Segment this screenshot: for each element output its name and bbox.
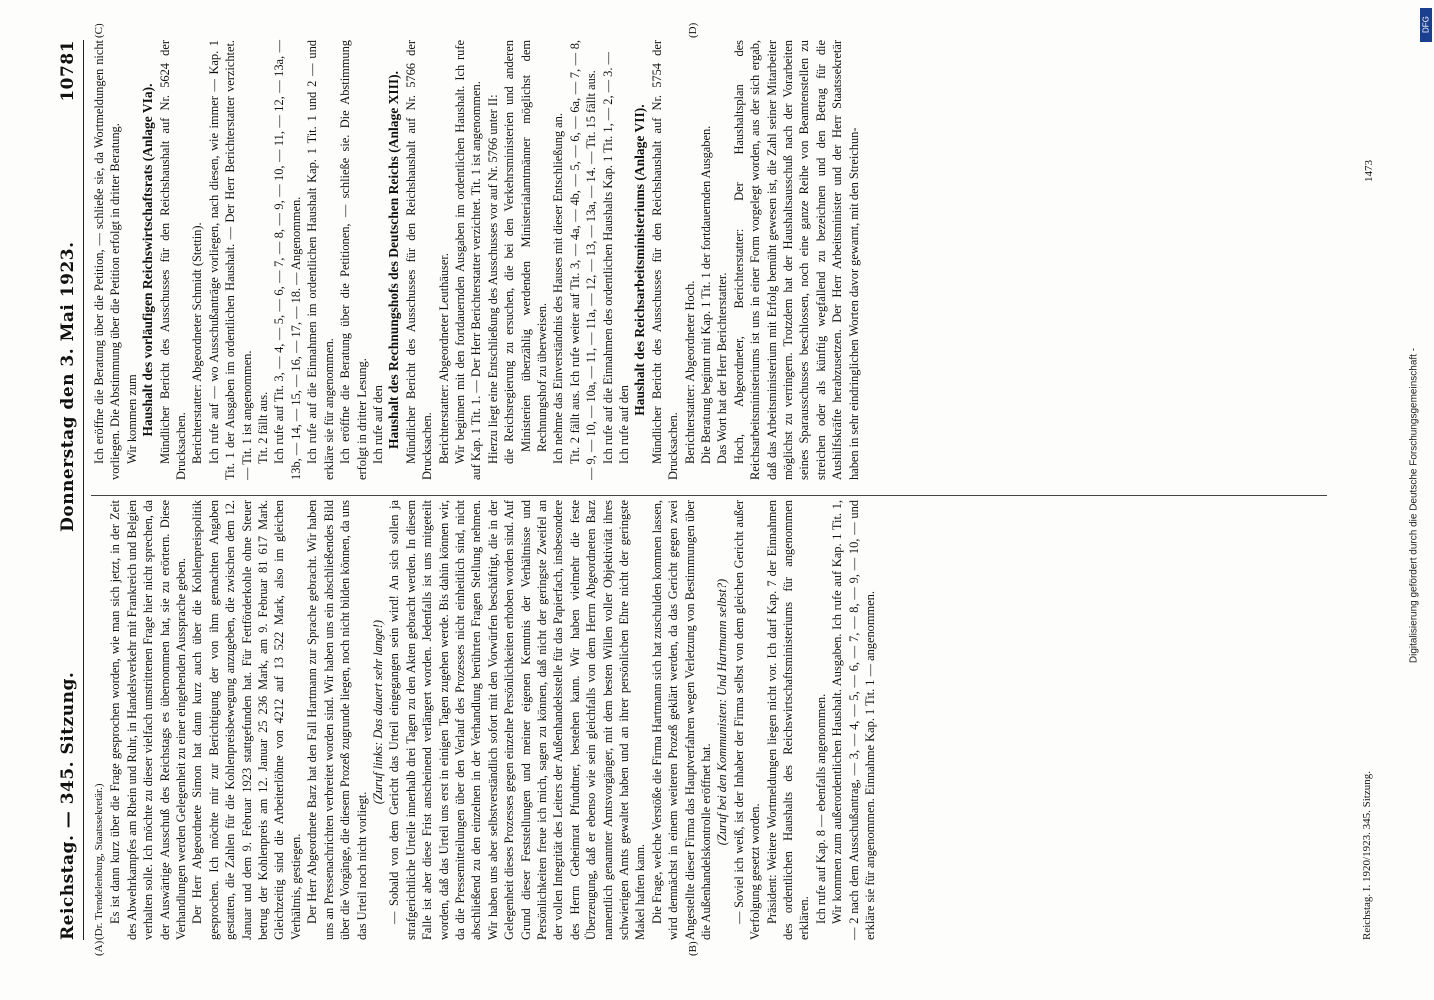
paragraph: Mündlicher Bericht des Ausschusses für den Reichshaushalt auf Nr. 5766 der Drucksachen.: [403, 40, 435, 480]
paragraph: Tit. 2 fällt aus.: [256, 391, 271, 464]
margin-mark-c: (C): [93, 23, 105, 38]
page-number: 10781: [58, 40, 78, 102]
paragraph: Berichterstatter: Abgeordneter Hoch.: [682, 280, 697, 464]
column-right: [91, 40, 862, 480]
paragraph: Wir kommen zum außerordentlichen Haushalt. Ausgaben. Ich rufe auf Kap. 1 Tit. 1, — 2 nach dem Ausschußantrag, — 3, — 4, — 5, — 6, — 7, — 8, — 9, — 10, — und erkläre sie für angenommen. Einnahme Kap. 1 Tit. 1 — angenommen.: [830, 500, 878, 940]
paragraph: Mündlicher Bericht des Ausschusses für den Reichshaushalt auf Nr. 5624 der Drucksachen.: [157, 40, 189, 480]
paragraph: Das Wort hat der Herr Berichterstatter.: [715, 272, 730, 464]
paragraph: Die Frage, welche Verstöße die Firma Hartmann sich hat zuschulden kommen lassen, wird demnächst in einem weiteren Prozeß geklärt werden, da das Gericht gegen zwei Angestellte dieser Firma das Hauptverfahren wegen Verletzung von Bestimmungen über die Außenhandelskontrolle eröffnet hat.: [649, 500, 714, 940]
paragraph: Ich rufe auf — wo Ausschußanträge vorliegen, nach diesen, wie immer — Kap. 1 Tit. 1 der Ausgaben im ordentlichen Haushalt. — Der Herr Berichterstatter verzichtet. — Tit. 1 ist angenommen.: [206, 40, 254, 480]
section-heading: Haushalt des Rechnungshofs des Deutschen Reichs (Anlage XIII).: [386, 70, 402, 450]
header-left: Reichstag. — 345. Sitzung.: [58, 671, 78, 940]
paragraph: Mündlicher Bericht des Ausschusses für den Reichshaushalt auf Nr. 5754 der Drucksachen.: [649, 40, 681, 480]
paragraph: Der Herr Abgeordnete Simon hat dann kurz auch über die Kohlenpreispolitik gesprochen. Ich möchte mir zur Berichtigung der von ihm gemachten Angaben gestatten, die Zahlen für die Kohlenpreisbewegung anzugeben, die zwischen dem 12. Januar und dem 9. Februar 1923 stattgefunden hat. Für Fettförderkohle ohne Steuer betrug der Kohlenpreis am 12. Januar 25 236 Mark, am 9. Februar 81 617 Mark. Gleichzeitig sind die Arbeiterlöhne von 4212 auf 13 522 Mark, also im gleichen Verhältnis, gestiegen.: [190, 500, 303, 940]
header-date: Donnerstag den 3. Mai 1923.: [58, 241, 78, 532]
margin-mark-a: (A): [93, 940, 105, 956]
paragraph: Ich nehme das Einverständnis des Hauses mit dieser Entschließung an.: [551, 113, 566, 464]
paragraph: Berichterstatter: Abgeordneter Leuthäuser.: [436, 253, 451, 464]
speaker-note: (Dr. Trendelenburg, Staatssekretär.): [93, 783, 105, 940]
paragraph: Ich rufe auf Tit. 3, — 4, — 5, — 6, — 7, — 8, — 9, — 10, — 11, — 12, — 13a, — 13b, — 14, — 15, — 16, — 17, — 18. — Angenommen.: [272, 40, 303, 480]
paragraph: Tit. 2 fällt aus. Ich rufe weiter auf Tit. 3, — 4a, — 4b, — 5, — 6, — 6a, — 7, — 8, — 9, — 10, — 10a, — 11, — 11a, — 12, — 13, — 13a, — 14. — Tit. 15 fällt aus.: [567, 40, 599, 480]
footer-left: Reichstag. I. 1920/1923. 345. Sitzung.: [1361, 771, 1373, 940]
section-heading: Haushalt des Reichsarbeitsministeriums (Anlage VII).: [632, 104, 648, 416]
dfg-logo: DFG: [1420, 8, 1432, 42]
running-header: [55, 40, 81, 940]
paragraph: Ich rufe auf den: [370, 385, 385, 464]
digitization-sidebar: [1408, 0, 1434, 1000]
rotated-page: [47, 20, 1387, 980]
paragraph: Hierzu liegt eine Entschließung des Ausschusses vor auf Nr. 5766 unter II:: [485, 94, 500, 464]
header-rule: [83, 40, 84, 940]
paragraph: Ich rufe auf die Einnahmen des ordentlichen Haushalts Kap. 1 Tit. 1, — 2, — 3. —: [600, 52, 615, 464]
column-left: [91, 500, 879, 940]
margin-mark-b: (B): [687, 941, 699, 956]
paragraph: Ich eröffne die Beratung über die Petitionen, — schließe sie. Die Abstimmung erfolgt in dritter Lesung.: [338, 40, 369, 480]
paragraph: Ich rufe auf Kap. 8 — ebenfalls angenommen.: [813, 693, 828, 924]
paragraph: Wir kommen zum: [124, 374, 139, 464]
paragraph: Ich eröffne die Beratung über die Petition, — schließe sie, da Wortmeldungen nicht vorliegen. Die Abstimmung über die Petition erfolgt in dritter Beratung.: [92, 40, 123, 480]
paragraph: Berichterstatter: Abgeordneter Schmidt (Stettin).: [190, 222, 205, 464]
section-heading: Haushalt des vorläufigen Reichswirtschaftsrats (Anlage VIa).: [140, 83, 156, 437]
paragraph: Ich rufe auf den: [617, 385, 631, 464]
paragraph: — Soviel ich weiß, ist der Inhaber der Firma selbst von dem gleichen Gericht außer Verfolgung gesetzt worden.: [731, 500, 763, 940]
interjection: (Zuruf links: Das dauert sehr lange!): [370, 619, 385, 805]
digitization-note: Digitalisierung gefördert durch die Deutsche Forschungsgemeinschaft -: [1408, 347, 1420, 664]
resolution-text: die Reichsregierung zu ersuchen, die bei den Verkehrsministerien und anderen Ministerien überzählig werdenden Ministerialamtmänner möglichst dem Rechnungshof zu überweisen.: [502, 40, 549, 464]
footer-sheet-number: 1473: [1363, 160, 1375, 182]
interjection: (Zuruf bei den Kommunisten: Und Hartmann selbst?): [715, 578, 730, 846]
column-divider: [91, 495, 1327, 496]
paragraph: Präsident: Weitere Wortmeldungen liegen nicht vor. Ich darf Kap. 7 der Einnahmen des ordentlichen Haushalts des Reichswirtschaftsministeriums für angenommen erklären.: [764, 500, 812, 940]
paragraph: Es ist dann kurz über die Frage gesprochen worden, wie man sich jetzt, in der Zeit des Abwehrkampfes am Rhein und Ruhr, in Handelsverkehr mit Frankreich und Belgien verhalten solle. Ich möchte zu dieser vielfach umstrittenen Frage hier nicht sprechen, da der Auswärtige Ausschuß des Reichstags es übernommen hat, sie zu erörtern. Diese Verhandlungen werden Gelegenheit zu einer eingehenden Aussprache geben.: [108, 500, 189, 940]
paragraph: Der Herr Abgeordnete Barz hat den Fall Hartmann zur Sprache gebracht. Wir haben uns an Pressenachrichten verbreitet worden sind. Wir haben uns ein abschließendes Bild über die Vorgänge, die diesem Prozeß zugrunde liegen, noch nicht bilden können, da uns das Urteil noch nicht vorliegt.: [305, 500, 369, 940]
paragraph: Hoch, Abgeordneter, Berichterstatter: Der Haushaltsplan des Reichsarbeitsministeriums ist uns in einer Form vorgelegt worden, aus der sich ergab, daß das Arbeitsministerium mit Erfolg bemüht gewesen ist, die Zahl seiner Mitarbeiter möglichst zu verringern. Trotzdem hat der Haushaltsausschuß nach der Vorarbeiten seines Sparausschusses beschlossen, noch eine ganze Reihe von Beamtenstellen zu streichen oder als künftig wegfallend zu bezeichnen und den Betrag für die Aushilfskräfte herabzusetzen. Der Herr Arbeitsminister und der Herr Staatssekretär haben in sehr eindringlichen Worten davor gewarnt, mit den Streichun-: [731, 40, 861, 480]
paragraph: — Sobald von dem Gericht das Urteil eingegangen sein wird! An sich sollen ja strafgerichtliche Urteile innerhalb drei Tagen zu den Akten gebracht werden. In diesem Falle ist aber diese Frist anscheinend verlängert worden. Jedenfalls ist uns mitgeteilt worden, daß das Urteil uns erst in einigen Tagen zugehen werde. Bis dahin können wir, da die Pressemitteilungen über den Verlauf des Prozesses nicht einheitlich sind, nicht abschließend zu den einzelnen in der Verhandlung berührten Fragen Stellung nehmen. Wir haben uns aber selbstverständlich sofort mit den Vorwürfen beschäftigt, die in der Gelegenheit dieses Prozesses gegen einzelne Persönlichkeiten erhoben worden sind. Auf Grund dieser Feststellungen und meiner eigenen Kenntnis der Verhältnisse und Persönlichkeiten freue ich mich, sagen zu können, daß nicht der geringste Zweifel an der vollen Integrität des Leiters der Außenhandelsstelle für das Papierfach, insbesondere des Herrn Geheimrat Pfundtner, bestehen kann. Wir haben vielmehr die feste Überzeugung, daß er ebenso wie sein gleichfalls von dem Herrn Abgeordneten Barz namentlich genannter Amtsvorgänger, mit dem besten Willen voller Objektivität ihres schwierigen Amts gewaltet haben und an ihrer persönlichen Ehre nicht der geringste Makel haften kann.: [387, 500, 648, 940]
paragraph: Ich rufe auf die Einnahmen im ordentlichen Haushalt Kap. 1 Tit. 1 und 2 — und erkläre sie für angenommen.: [305, 40, 336, 480]
margin-mark-d: (D): [687, 22, 699, 38]
paragraph: Die Beratung beginnt mit Kap. 1 Tit. 1 der fortdauernden Ausgaben.: [699, 125, 714, 464]
paragraph: Wir beginnen mit den fortdauernden Ausgaben im ordentlichen Haushalt. Ich rufe auf Kap. 1 Tit. 1. — Der Herr Berichterstatter verzichtet. Tit. 1 ist angenommen.: [452, 40, 484, 480]
